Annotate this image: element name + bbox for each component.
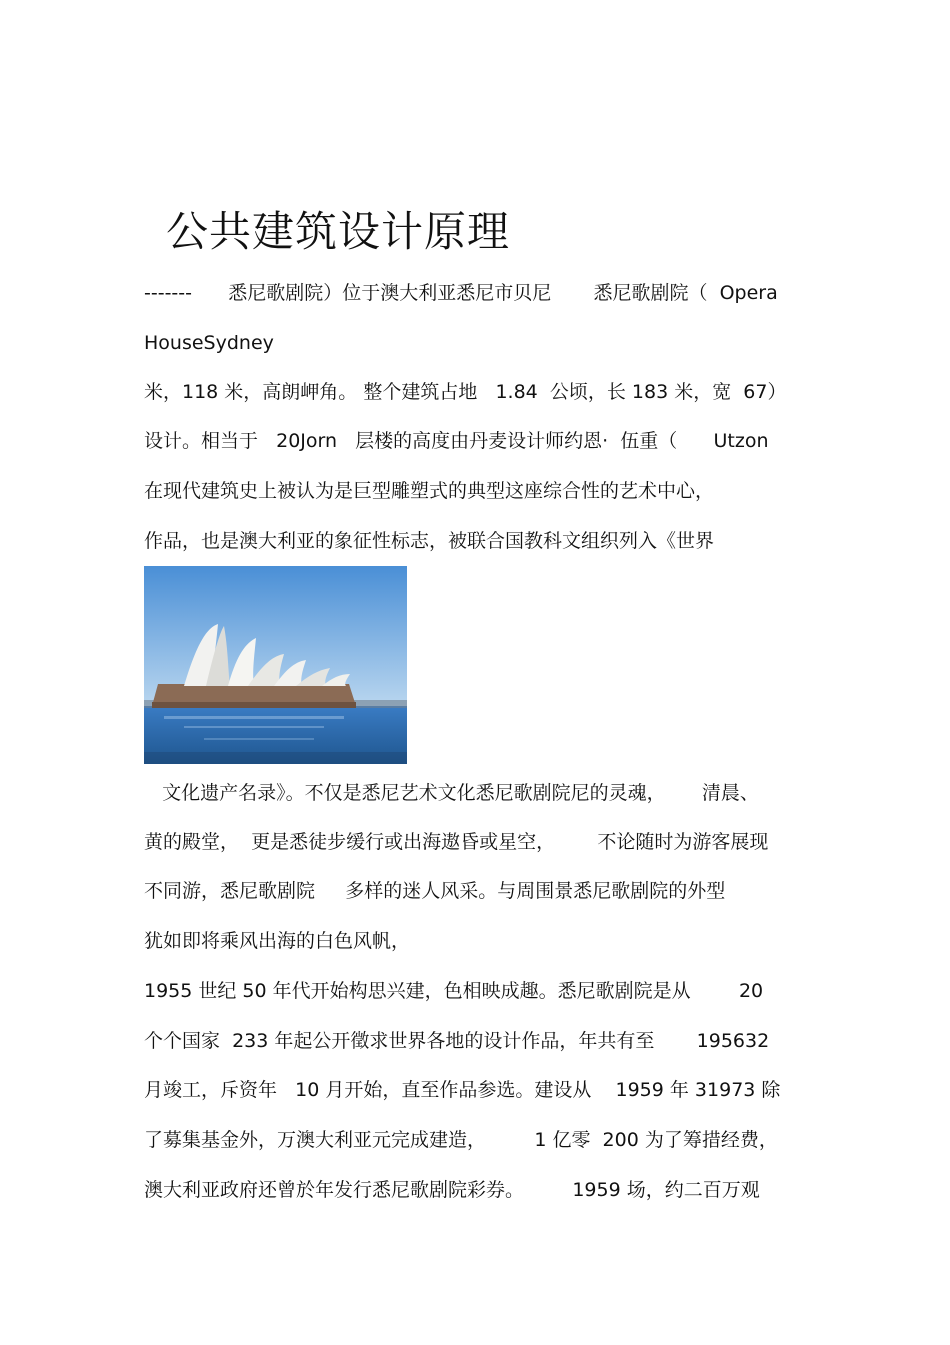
text-line: 了募集基金外，万澳大利亚元完成建造， 1 亿零 200 为了筹措经费， [144,1129,778,1151]
text-line: 黄的殿堂， 更是悉徒步缓行或出海遨昏或星空， 不论随时为游客展现 [144,831,769,853]
text-line: 不同游，悉尼歌剧院 多样的迷人风采。与周围景悉尼歌剧院的外型 [144,880,726,902]
document-title: 公共建筑设计原理 [166,207,511,256]
text-line: 在现代建筑史上被认为是巨型雕塑式的典型这座综合性的艺术中心， [144,480,715,502]
text-line: 澳大利亚政府还曾於年发行悉尼歌剧院彩券。 1959 场，约二百万观 [144,1179,760,1201]
opera-house-photo [144,566,407,764]
text-line: 个个国家 233 年起公开徵求世界各地的设计作品，年共有至 195632 [144,1030,770,1052]
text-line: HouseSydney [144,332,274,354]
text-line: 设计。相当于 20Jorn 层楼的高度由丹麦设计师约恩· 伍重（ Utzon [144,430,769,452]
text-line: ------- 悉尼歌剧院）位于澳大利亚悉尼市贝尼 悉尼歌剧院（ Opera [144,282,778,304]
text-line: 月竣工，斥资年 10 月开始，直至作品参选。建设从 1959 年 31973 除 [144,1079,781,1101]
text-line: 米，118 米，高朗岬角。 整个建筑占地 1.84 公顷，长 183 米，宽 67） [144,381,787,403]
text-line: 1955 世纪 50 年代开始构思兴建，色相映成趣。悉尼歌剧院是从 20 [144,980,764,1002]
text-line: 文化遗产名录》。不仅是悉尼艺术文化悉尼歌剧院尼的灵魂， 清晨、 [144,782,759,804]
text-line: 作品，也是澳大利亚的象征性标志，被联合国教科文组织列入《世界 [144,530,715,552]
text-line: 犹如即将乘风出海的白色风帆， [144,930,411,952]
